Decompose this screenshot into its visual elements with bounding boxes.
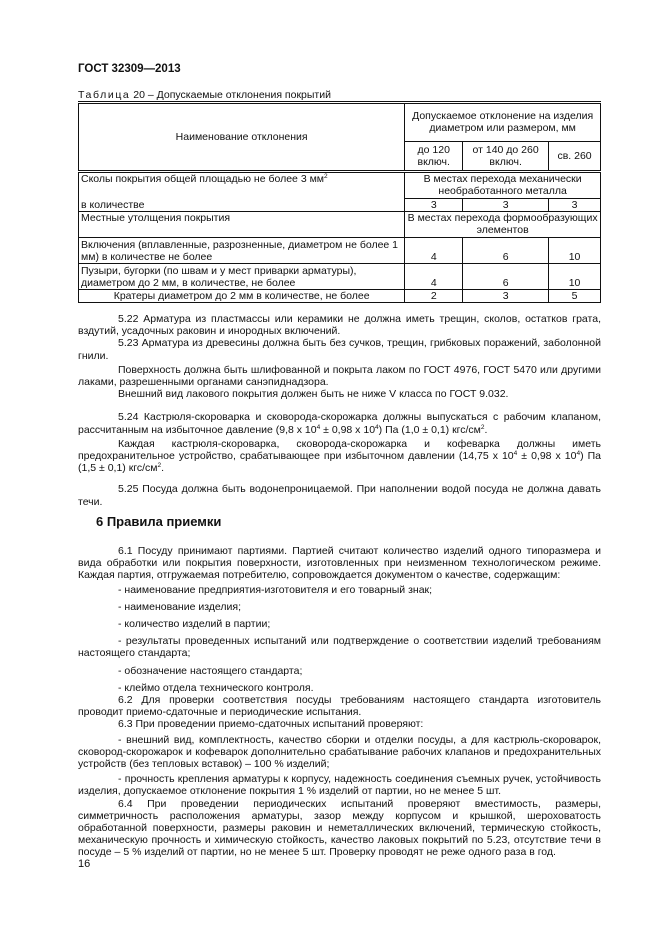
paragraph-5-22: 5.22 Арматура из пластмассы или керамики не должна иметь трещин, сколов, остатков грата, вздутий, усадочных раковин и инородных включений. (78, 313, 601, 338)
col-header-group: Допускаемое отклонение на изделия диаметром или размером, мм (405, 103, 601, 142)
paragraph-5-23-appearance: Внешний вид лакового покрытия должен быть не ниже V класса по ГОСТ 9.032. (118, 388, 509, 401)
section6-block (78, 545, 601, 859)
table-cell: 6 (463, 263, 549, 289)
row-count-label: в количестве (79, 198, 405, 211)
table-cell: 4 (405, 237, 463, 263)
list-item: - наименование предприятия-изготовителя и его товарный знак; (118, 583, 433, 596)
table-cell: 6 (463, 237, 549, 263)
paragraph-6-1: 6.1 Посуду принимают партиями. Партией считают количество изделий одного типоразмера и вида обработки или покрытия поверхности, изготовленных при неизменном технологическом режиме. Каждая партия, отгружаемая потребителю, сопровождается документом о качестве, содержащим: (78, 545, 601, 582)
paragraph-5-25: 5.25 Посуда должна быть водонепроницаемой. При наполнении водой посуда не должна давать течи. (78, 483, 601, 508)
table-cell: 3 (549, 198, 601, 211)
row-chips-label: Сколы покрытия общей площадью не более 3 $мм^2$ (79, 172, 405, 199)
table-caption (78, 89, 331, 101)
row-chips-group: В местах перехода механически необработанного металла (405, 172, 601, 199)
col-header-name: Наименование отклонения (79, 103, 405, 172)
deviation-table (78, 101, 601, 303)
table-caption-text: 20 – Допускаемые отклонения покрытий (130, 89, 331, 101)
row-inclusions-label: Включения (вплавленные, разрозненные, диаметром не более 1 мм) в количестве не более (79, 237, 405, 263)
row-thickening-label: Местные утолщения покрытия (79, 211, 405, 237)
section5-block (78, 313, 601, 508)
list-item: - прочность крепления арматуры к корпусу, надежность соединения съемных ручек, устойчивость изделия, допускаемое отклонение покрытия 1 % изделий от партии, но не менее 5 шт. (78, 773, 601, 798)
row-thickening-group: В местах перехода формообразующих элементов (405, 211, 601, 237)
paragraph-5-23-surface: Поверхность должна быть шлифованной и покрыта лаком по ГОСТ 4976, ГОСТ 5470 или другими лаками, разрешенными органами санэпиднадзора. (78, 363, 601, 389)
paragraph-6-2: 6.2 Для проверки соответствия посуды требованиям настоящего стандарта изготовитель проводит приемо-сдаточные и периодические испытания. (78, 694, 601, 719)
list-item: - количество изделий в партии; (118, 618, 271, 631)
list-item: - результаты проведенных испытаний или подтверждение о соответствии изделий требованиям настоящего стандарта; (78, 635, 601, 660)
col-sub-1: до 120 включ. (405, 141, 463, 171)
col-sub-3: св. 260 (549, 141, 601, 171)
list-item: - обозначение настоящего стандарта; (118, 664, 303, 677)
table-cell: 10 (549, 237, 601, 263)
table-cell: 3 (405, 198, 463, 211)
row-bubbles-label: Пузыри, бугорки (по швам и у мест приварки арматуры), диаметром до 2 мм, в количестве, не более (79, 263, 405, 289)
table-caption-word: Таблица (78, 89, 131, 101)
page-number: 16 (78, 858, 91, 870)
list-item: - клеймо отдела технического контроля. (118, 681, 314, 694)
table-cell: 5 (549, 289, 601, 302)
table-cell: 3 (463, 198, 549, 211)
list-item: - внешний вид, комплектность, качество сборки и отделки посуды, а для кастрюль-скороварок, сковород-скорожарок и кофеварок дополнительно срабатывание рабочих клапанов и предохранительных устройств (без тепловых вставок) – 100 % изделий; (78, 733, 601, 771)
section-6-heading: 6 Правила приемки (96, 514, 222, 529)
table-cell: 3 (463, 289, 549, 302)
paragraph-5-24: 5.24 Кастрюля-скороварка и сковорода-скорожарка должны выпускаться с рабочим клапаном, рассчитанным на избыточное давление (9,8 х $10^4 \pm 0,98$ х $10^4$) Па (1,0 ± 0,1) кгс/$см^2$. (78, 411, 601, 436)
paragraph-5-24-safety: Каждая кастрюля-скороварка, сковорода-скорожарка и кофеварка должны иметь предохранительное устройство, срабатывающее при избыточном давлении (14,75 х $10^4 \pm 0,98$ х $10^4$) Па (1,5 ± 0,1) кгс/$см^2$. (78, 437, 601, 475)
paragraph-6-4: 6.4 При проведении периодических испытаний проверяют вместимость, размеры, симметричность расположения арматуры, зазор между корпусом и крышкой, шероховатость обработанной поверхности, размеры раковин и неметаллических включений, термическую стойкость, механическую прочность и химическую стойкость, качество лаковых покрытий по 5.23, отсутствие течи в посуде – 5 % изделий от партии, но не менее 5 шт. Проверку проводят не реже одного раза в год. (78, 797, 601, 859)
document-header: ГОСТ 32309—2013 (78, 63, 181, 75)
table-cell: 10 (549, 263, 601, 289)
list-item: - наименование изделия; (118, 600, 241, 613)
row-craters-label: Кратеры диаметром до 2 мм в количестве, не более (79, 289, 405, 302)
paragraph-6-3: 6.3 При проведении приемо-сдаточных испытаний проверяют: (118, 718, 424, 731)
paragraph-5-23: 5.23 Арматура из древесины должна быть без сучков, трещин, грибковых поражений, заболонной гнили. (78, 337, 601, 362)
table-cell: 4 (405, 263, 463, 289)
table-cell: 2 (405, 289, 463, 302)
col-sub-2: от 140 до 260 включ. (463, 141, 549, 171)
